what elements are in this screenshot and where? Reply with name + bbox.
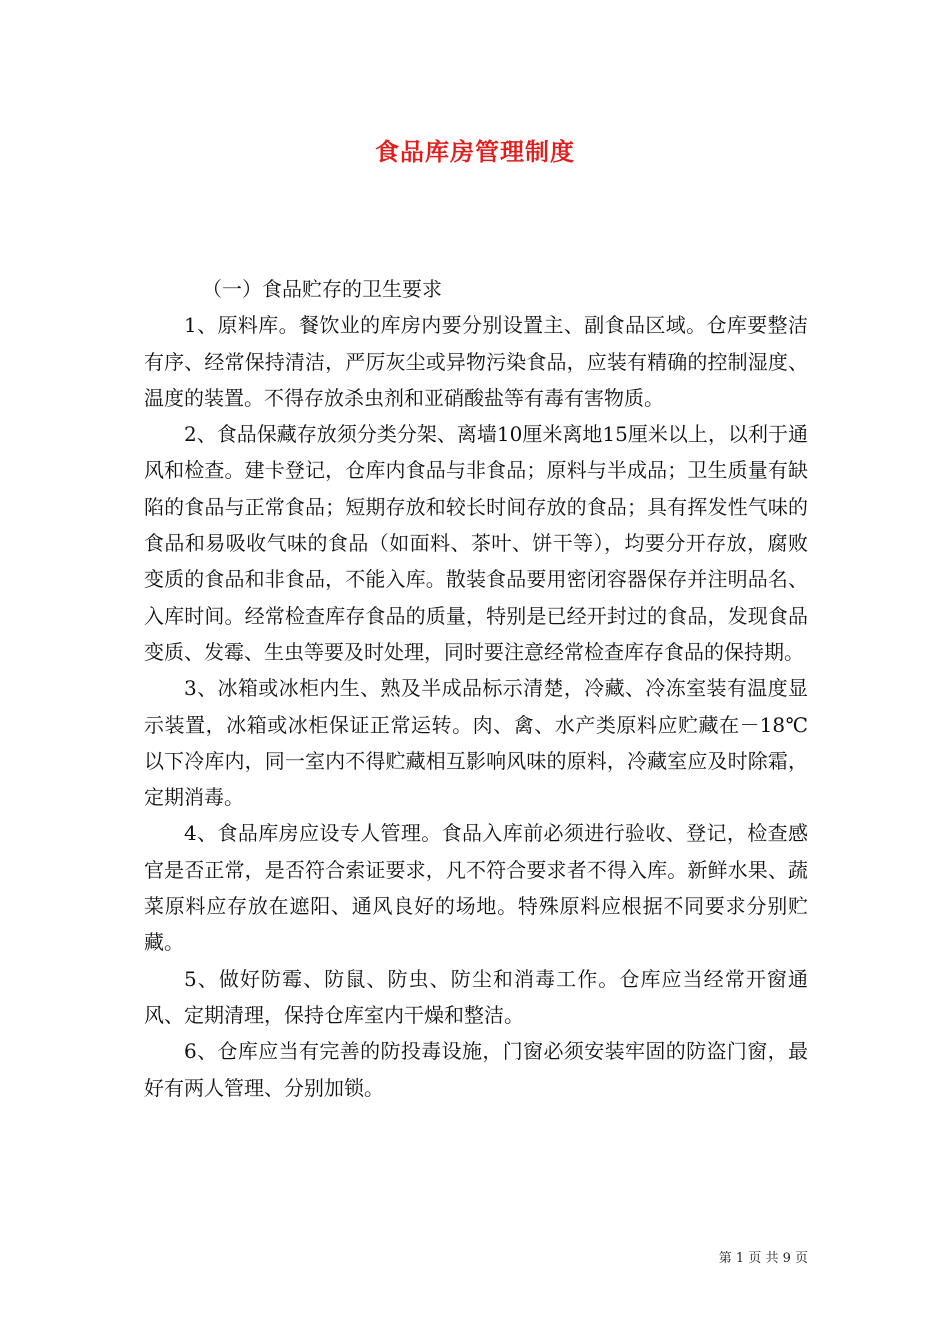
paragraph-4: 4、食品库房应设专人管理。食品入库前必须进行验收、登记，检查感官是否正常，是否符合索证要求，凡不符合要求者不得入库。新鲜水果、蔬菜原料应存放在遮阳、通风良好的场地。特殊原料应根据不同要求分别贮藏。 [144,821,808,955]
paragraph-5: 5、做好防霉、防鼠、防虫、防尘和消毒工作。仓库应当经常开窗通风、定期清理，保持仓库室内干燥和整洁。 [144,966,808,1027]
paragraph-6: 6、仓库应当有完善的防投毒设施，门窗必须安装牢固的防盗门窗，最好有两人管理、分别加锁。 [144,1039,808,1100]
document-title: 食品库房管理制度 [375,137,575,166]
paragraph-1: 1、原料库。餐饮业的库房内要分别设置主、副食品区域。仓库要整洁有序、经常保持清洁，严厉灰尘或异物污染食品，应装有精确的控制湿度、温度的装置。不得存放杀虫剂和亚硝酸盐等有毒有害物质。 [144,313,808,410]
document-body [144,271,808,1106]
section-heading: （一）食品贮存的卫生要求 [202,277,442,301]
paragraph-3: 3、冰箱或冰柜内生、熟及半成品标示清楚，冷藏、冷冻室装有温度显示装置，冰箱或冰柜保证正常运转。肉、禽、水产类原料应贮藏在－18℃以下冷库内，同一室内不得贮藏相互影响风味的原料，冷藏室应及时除霜，定期消毒。 [144,676,808,810]
page-number-footer: 第 1 页 共 9 页 [718,1251,808,1266]
paragraph-2: 2、食品保藏存放须分类分架、离墙10厘米离地15厘米以上，以利于通风和检查。建卡登记，仓库内食品与非食品；原料与半成品；卫生质量有缺陷的食品与正常食品；短期存放和较长时间存放的食品；具有挥发性气味的食品和易吸收气味的食品（如面料、茶叶、饼干等），均要分开存放，腐败变质的食品和非食品，不能入库。散装食品要用密闭容器保存并注明品名、入库时间。经常检查库存食品的质量，特别是已经开封过的食品，发现食品变质、发霉、生虫等要及时处理，同时要注意经常检查库存食品的保持期。 [144,422,808,664]
